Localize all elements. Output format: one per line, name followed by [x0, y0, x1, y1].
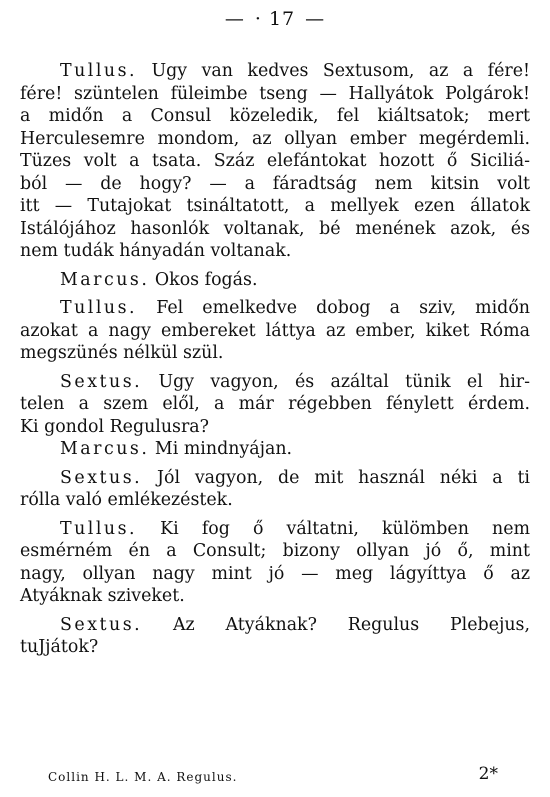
page-number: · 17 [254, 8, 296, 30]
speaker-name: Sextus. [60, 371, 143, 392]
text-line [20, 342, 530, 365]
text-line [20, 518, 530, 541]
body-text [20, 60, 530, 659]
text-line [20, 269, 530, 292]
text-line [20, 240, 530, 263]
line-text: megszünés nélkül szül. [20, 343, 224, 363]
line-text: Okos fogás. [149, 269, 258, 290]
line-text: Herculesemre mondom, az ollyan ember megérdemli. [20, 128, 530, 149]
line-text: azokat a nagy embereket láttya az ember, kiket Róma [20, 320, 530, 341]
text-line [20, 540, 530, 563]
sheet-signature: 2* [478, 764, 498, 784]
speaker-name: Marcus. [60, 439, 150, 459]
line-text: Fel emelkedve dobog a sziv, midőn [137, 298, 530, 318]
header-dash-left: — [224, 8, 245, 30]
header-dash-right: — [305, 8, 326, 30]
line-text: a midőn a Consul közeledik, fel kiáltsatok; mert [20, 106, 530, 126]
text-line [20, 83, 530, 106]
text-line [20, 438, 530, 461]
line-text: Istálójához hasonlók voltanak, bé menének azok, és [20, 218, 530, 239]
speaker-name: Tullus. [60, 518, 138, 539]
printer-signature: Collin H. L. M. A. Regulus. [48, 770, 238, 784]
line-text: nagy, ollyan nagy mint jó — meg lágyíttya ő az [20, 563, 530, 584]
text-line [20, 150, 530, 173]
speaker-name: Sextus. [60, 614, 143, 635]
line-text: Ugy vagyon, és azáltal tünik el hir- [142, 371, 530, 392]
text-line [20, 173, 530, 196]
line-text: Az Atyáknak? Regulus Plebejus, [142, 614, 530, 635]
line-text: fére! szüntelen füleimbe tseng — Hallyátok Polgárok! [20, 83, 530, 104]
text-line [20, 60, 530, 83]
line-text: nem tudák hányadán voltanak. [20, 241, 292, 261]
text-line [20, 371, 530, 394]
speaker-name: Tullus. [60, 61, 138, 81]
line-text: itt — Tutajokat tsináltatott, a mellyek ezen állatok [20, 196, 530, 216]
text-line [20, 297, 530, 320]
line-text: tuJjátok? [20, 637, 99, 657]
line-text: Atyáknak sziveket. [20, 586, 185, 606]
text-line [20, 128, 530, 151]
speaker-name: Tullus. [60, 298, 138, 318]
speaker-name: Sextus. [60, 467, 143, 488]
text-line [20, 416, 530, 439]
line-text: Tüzes volt a tsata. Száz elefántokat hozott ő Siciliá- [20, 151, 530, 171]
text-line [20, 467, 530, 490]
text-line [20, 393, 530, 416]
text-line [20, 195, 530, 218]
text-line [20, 585, 530, 608]
line-text: telen a szem elől, a már régebben fénylett érdem. [20, 394, 530, 414]
line-text: Jól vagyon, de mit használ néki a ti [142, 467, 530, 488]
line-text: Ki fog ő váltatni, külömben nem [137, 518, 530, 539]
text-line [20, 218, 530, 241]
text-line [20, 614, 530, 637]
text-line [20, 105, 530, 128]
line-text: esmérném én a Consult; bizony ollyan jó ő, mint [20, 541, 530, 561]
line-text: Mi mindnyájan. [149, 439, 293, 459]
text-line [20, 320, 530, 343]
speaker-name: Marcus. [60, 269, 150, 290]
text-line [20, 636, 530, 659]
text-line [20, 563, 530, 586]
line-text: Ki gondol Regulusra? [20, 416, 209, 437]
line-text: Ugy van kedves Sextusom, az a fére! [137, 61, 530, 81]
text-line [20, 489, 530, 512]
page-header [0, 8, 550, 30]
line-text: ból — de hogy? — a fáradtság nem kitsin volt [20, 173, 530, 194]
line-text: rólla való emlékezéstek. [20, 490, 233, 510]
